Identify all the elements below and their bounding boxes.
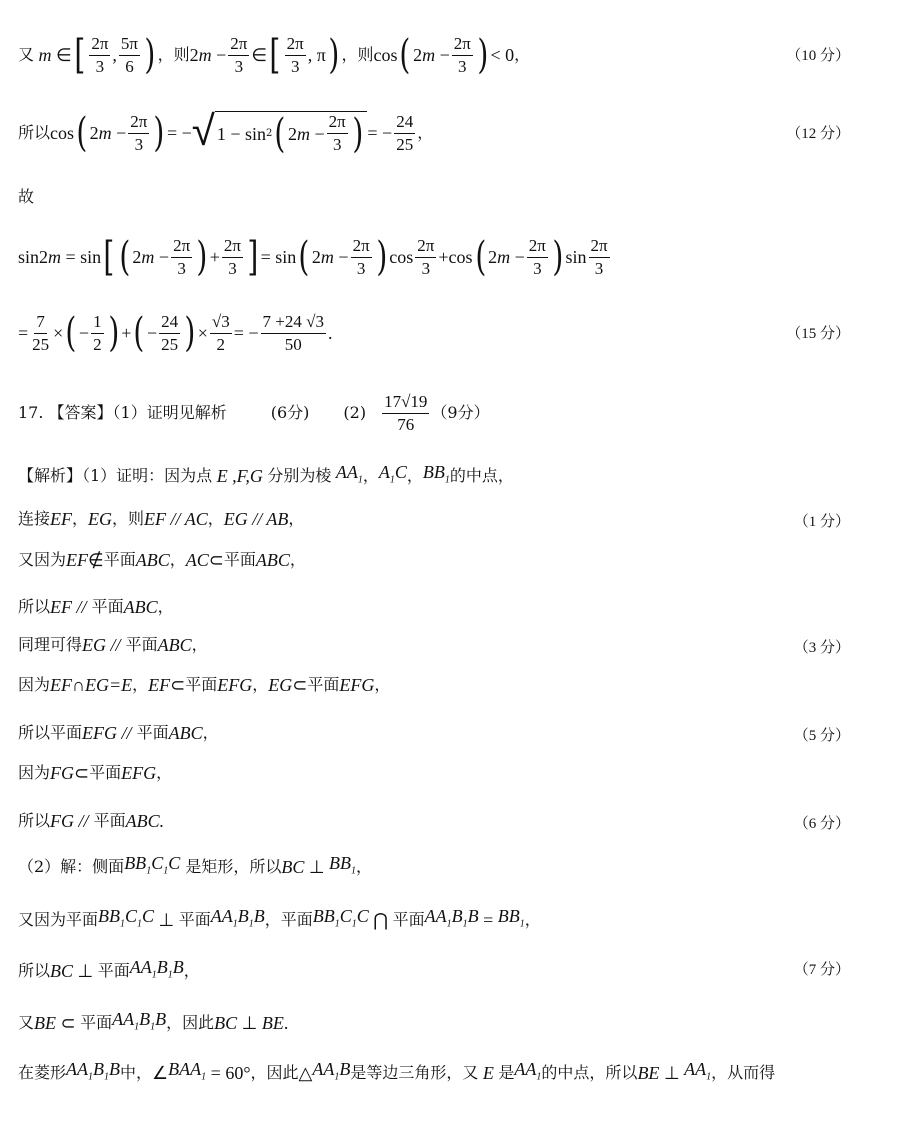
fraction: $\frac{2\pi}{3}$ <box>91 33 109 76</box>
line-analysis: 【解析】（1）证明：因为点 E ,F,G 分别为棱 $AA_1$ ， $A_1C$ ， $BB_1$ 的中点， <box>18 462 514 487</box>
line-m-range: 又 m ∈ [ $\frac{2\pi}{3}$ , $\frac{5\pi}{6}$ ) ，则 2m − $\frac{2\pi}{3}$ ∈ [ $\frac{2\pi}{3}$ , π ) ，则 cos ( 2m − $\frac{2\pi}{3}$ ) < 0 ， <box>18 32 531 78</box>
line-eg-parallel: 同理可得 EG // 平面 ABC ， <box>18 635 208 655</box>
line-intersection: 因为 EF ∩ EG=E ， EF ⊂ 平面 EFG ， EG ⊂ 平面 EFG ， <box>18 675 391 695</box>
line-ef-parallel: 所以 EF // 平面 ABC ， <box>18 597 174 617</box>
line-plane-perp: 又因为平面 $BB_1C_1C$ ⊥ 平面 $AA_1B_1B$ ，平面 $BB_1C_1C$ ⋂ 平面 $AA_1B_1B$ = $BB_1$ ， <box>18 906 541 931</box>
line-numeric: = $\frac{7}{25}$ × ( − $\frac{1}{2}$ ) + ( − $\frac{24}{25}$ ) × $\frac{√3}{2}$ = − $\frac{7 +24 √3}{50}$ . <box>18 310 333 356</box>
score-10: （10 分） <box>786 48 850 64</box>
line-gu: 故 <box>18 187 35 206</box>
line-fg-in-plane: 因为 FG ⊂ 平面 EFG ， <box>18 763 173 783</box>
line-part2: （2）解：侧面 $BB_1C_1C$ 是矩形，所以 BC ⊥ $BB_1$ ， <box>18 853 373 878</box>
line-connect: 连接 EF ， EG ，则 EF // AC ， EG // AB ， <box>18 509 305 529</box>
line-ef-not-in-plane: 又因为 EF ∉ 平面 ABC ， AC ⊂ 平面 ABC ， <box>18 550 306 570</box>
line-sin2m: sin2m = sin [ ( 2m − $\frac{2\pi}{3}$ ) + $\frac{2\pi}{3}$ ] = sin ( 2m − $\frac{2\pi}{3}$ ) cos $\frac{2\pi}{3}$ +cos ( 2m − $\frac{2\pi}{3}$ ) sin $\frac{2\pi}{3}$ <box>18 234 608 280</box>
line-rhombus: 在菱形 $AA_1B_1B$ 中， ∠ $BAA_1$ = 60° ，因此 △ $AA_1B$ 是等边三角形，又 E 是 $AA_1$ 的中点，所以 BE ⊥ $AA_1$ ，从而得 <box>18 1059 776 1084</box>
score-12: （12 分） <box>786 126 850 142</box>
line-cos-value: 所以 cos ( 2m − $\frac{2\pi}{3}$ ) = − √ 1 − sin 2 ( 2m − $\frac{2\pi}{3}$ ) = − $\frac{24}{25}$ ， <box>18 106 434 157</box>
score-15: （15 分） <box>786 326 850 342</box>
line-q17-answer: 17. 【答案】（1）证明见解析 (6分) (2) $\frac{17√19}{76}$ （9分） <box>18 391 490 434</box>
sqrt: √ 1 − sin 2 ( 2m − $\frac{2\pi}{3}$ ) <box>192 111 368 155</box>
fraction: $\frac{5\pi}{6}$ <box>120 33 138 76</box>
line-bc-perp: 所以 BC ⊥ 平面 $AA_1B_1B$ ， <box>18 957 200 982</box>
line-be: 又 BE ⊂ 平面 $AA_1B_1B$ ，因此 BC ⊥ BE . <box>18 1009 289 1034</box>
line-fg-parallel: 所以 FG // 平面 ABC. <box>18 811 165 831</box>
line-plane-parallel: 所以 平面 EFG // 平面 ABC ， <box>18 723 219 743</box>
text-you: 又 <box>18 45 35 64</box>
